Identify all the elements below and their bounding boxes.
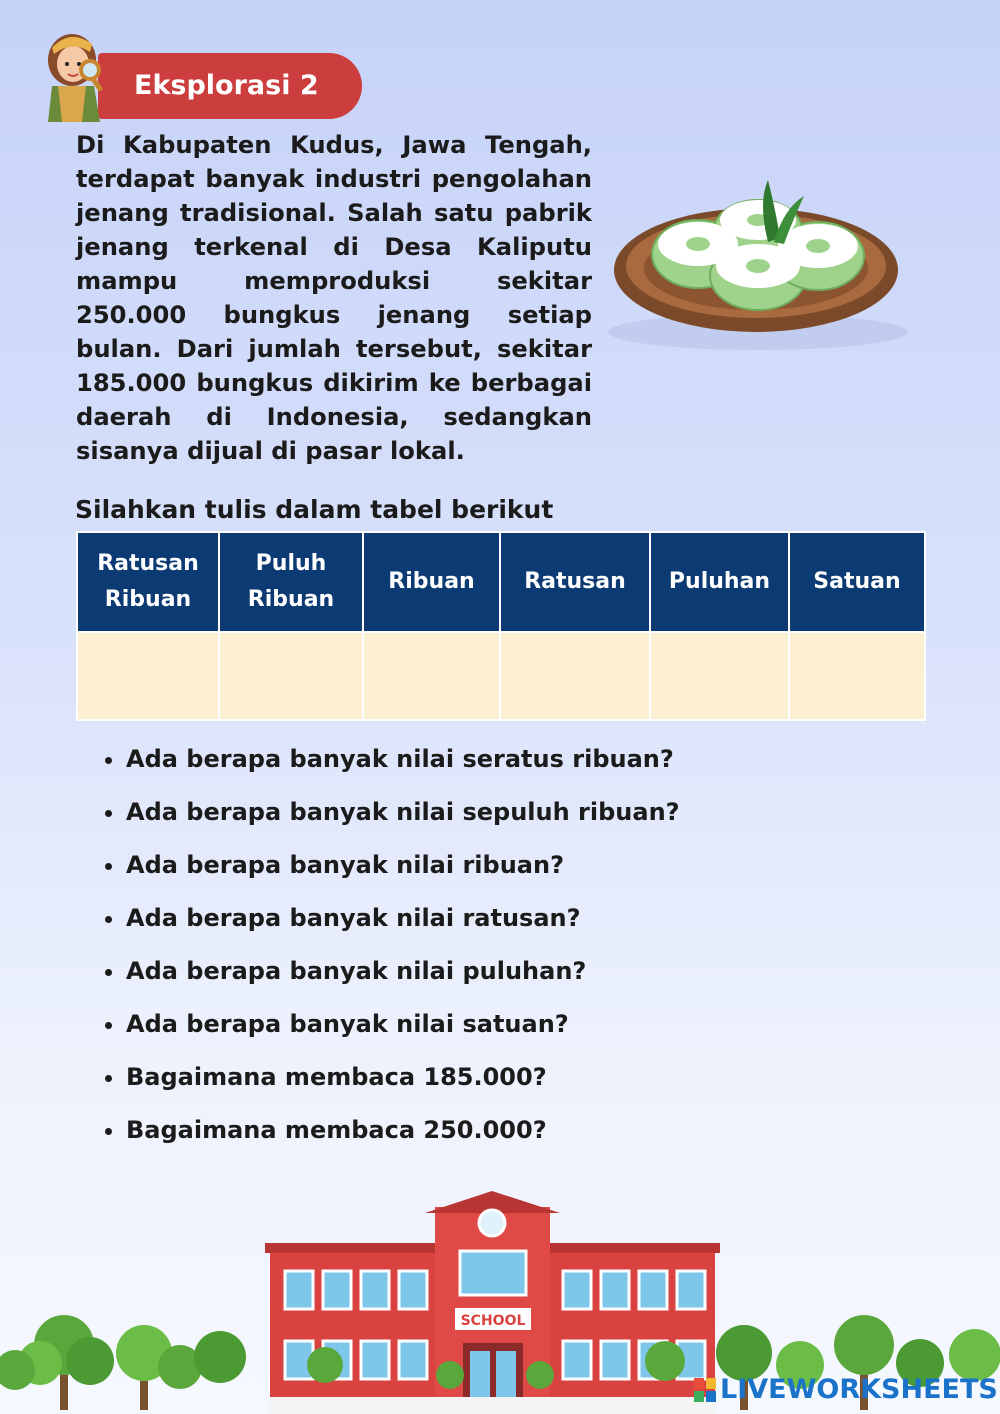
header-satuan: Satuan xyxy=(789,532,925,632)
watermark-text: LIVEWORKSHEETS xyxy=(720,1374,998,1405)
list-item: • Ada berapa banyak nilai seratus ribuan? xyxy=(126,740,766,793)
explorer-girl-icon xyxy=(40,26,120,126)
list-item: • Ada berapa banyak nilai ribuan? xyxy=(126,846,766,899)
table-header-row xyxy=(77,532,925,632)
answer-cell-ratusan[interactable] xyxy=(500,632,650,720)
instruction-text: Silahkan tulis dalam tabel berikut xyxy=(75,495,554,524)
question-list xyxy=(96,740,766,1164)
school-sign: SCHOOL xyxy=(460,1313,526,1329)
answer-cell-satuan[interactable] xyxy=(789,632,925,720)
jenang-plate-illustration xyxy=(608,172,908,362)
page-title: Eksplorasi 2 xyxy=(134,70,319,101)
list-item: • Ada berapa banyak nilai sepuluh ribuan? xyxy=(126,793,766,846)
answer-cell-puluh-ribuan[interactable] xyxy=(219,632,363,720)
answer-cell-puluhan[interactable] xyxy=(650,632,789,720)
table-row xyxy=(77,632,925,720)
answer-cell-ratusan-ribuan[interactable] xyxy=(77,632,219,720)
intro-paragraph: Di Kabupaten Kudus, Jawa Tengah, terdapat banyak industri pengolahan jenang tradisional. Salah satu pabrik jenang terkenal di Desa Kaliputu mampu memproduksi sekitar 250.000 bungkus jenang setiap bulan. Dari jumlah tersebut, sekitar 185.000 bungkus dikirim ke berbagai daerah di Indonesia, sedangkan sisanya dijual di pasar lokal. xyxy=(76,131,592,465)
list-item: • Bagaimana membaca 185.000? xyxy=(126,1058,766,1111)
answer-cell-ribuan[interactable] xyxy=(363,632,500,720)
list-item: • Ada berapa banyak nilai ratusan? xyxy=(126,899,766,952)
list-item: • Ada berapa banyak nilai satuan? xyxy=(126,1005,766,1058)
place-value-table xyxy=(76,531,926,721)
header-puluh-ribuan: Puluh Ribuan xyxy=(219,532,363,632)
header-ratusan-ribuan: Ratusan Ribuan xyxy=(77,532,219,632)
liveworksheets-logo-icon xyxy=(694,1378,716,1402)
header-ratusan: Ratusan xyxy=(500,532,650,632)
list-item: • Ada berapa banyak nilai puluhan? xyxy=(126,952,766,1005)
tree-icon xyxy=(0,1315,246,1410)
header-puluhan: Puluhan xyxy=(650,532,789,632)
list-item: • Bagaimana membaca 250.000? xyxy=(126,1111,766,1164)
header-ribuan: Ribuan xyxy=(363,532,500,632)
